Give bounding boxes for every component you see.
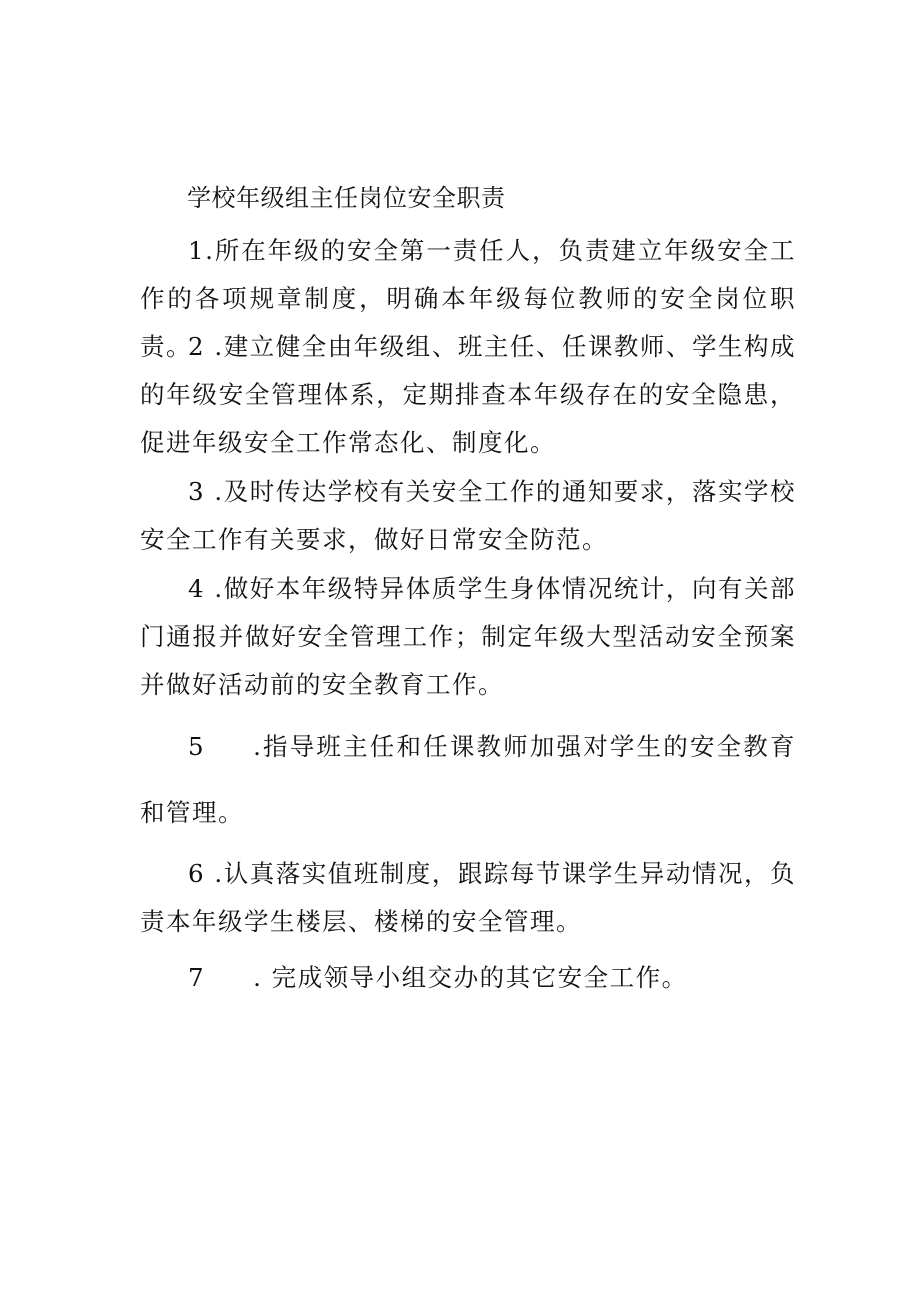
item-number: 4 bbox=[188, 574, 206, 603]
item-text: . 完成领导小组交办的其它安全工作。 bbox=[253, 963, 688, 992]
item-number: 1. bbox=[188, 236, 215, 265]
item-text: .建立健全由年级组、班主任、任课教师、学生构成的年级安全管理体系，定期排查本年级存在的安全隐患，促进年级安全工作常态化、制度化。 bbox=[140, 332, 796, 457]
list-item-4 bbox=[140, 565, 796, 709]
list-item-3 bbox=[140, 468, 796, 564]
item-number: 7 bbox=[188, 963, 206, 992]
item-text: .认真落实值班制度，跟踪每节课学生异动情况，负责本年级学生楼层、楼梯的安全管理。 bbox=[140, 859, 796, 936]
list-item-7 bbox=[140, 954, 796, 1002]
item-text: .做好本年级特异体质学生身体情况统计，向有关部门通报并做好安全管理工作；制定年级大型活动安全预案并做好活动前的安全教育工作。 bbox=[140, 574, 796, 699]
item-text: .及时传达学校有关安全工作的通知要求，落实学校安全工作有关要求，做好日常安全防范。 bbox=[140, 477, 796, 554]
list-item-6 bbox=[140, 850, 796, 946]
document-title: 学校年级组主任岗位安全职责 bbox=[187, 184, 506, 212]
item-text: .指导班主任和任课教师加强对学生的安全教育和管理。 bbox=[140, 732, 796, 827]
list-item-2 bbox=[140, 323, 796, 467]
item-number: 5 bbox=[188, 732, 206, 761]
item-number: 2 bbox=[188, 332, 206, 361]
item-number: 3 bbox=[188, 477, 206, 506]
list-item-5 bbox=[140, 714, 796, 846]
item-number: 6 bbox=[188, 859, 206, 888]
item-text: 所在年级的安全第一责任人，负责建立年级安全工作的各项规章制度，明确本年级每位教师的安全岗位职责。 bbox=[140, 236, 796, 361]
